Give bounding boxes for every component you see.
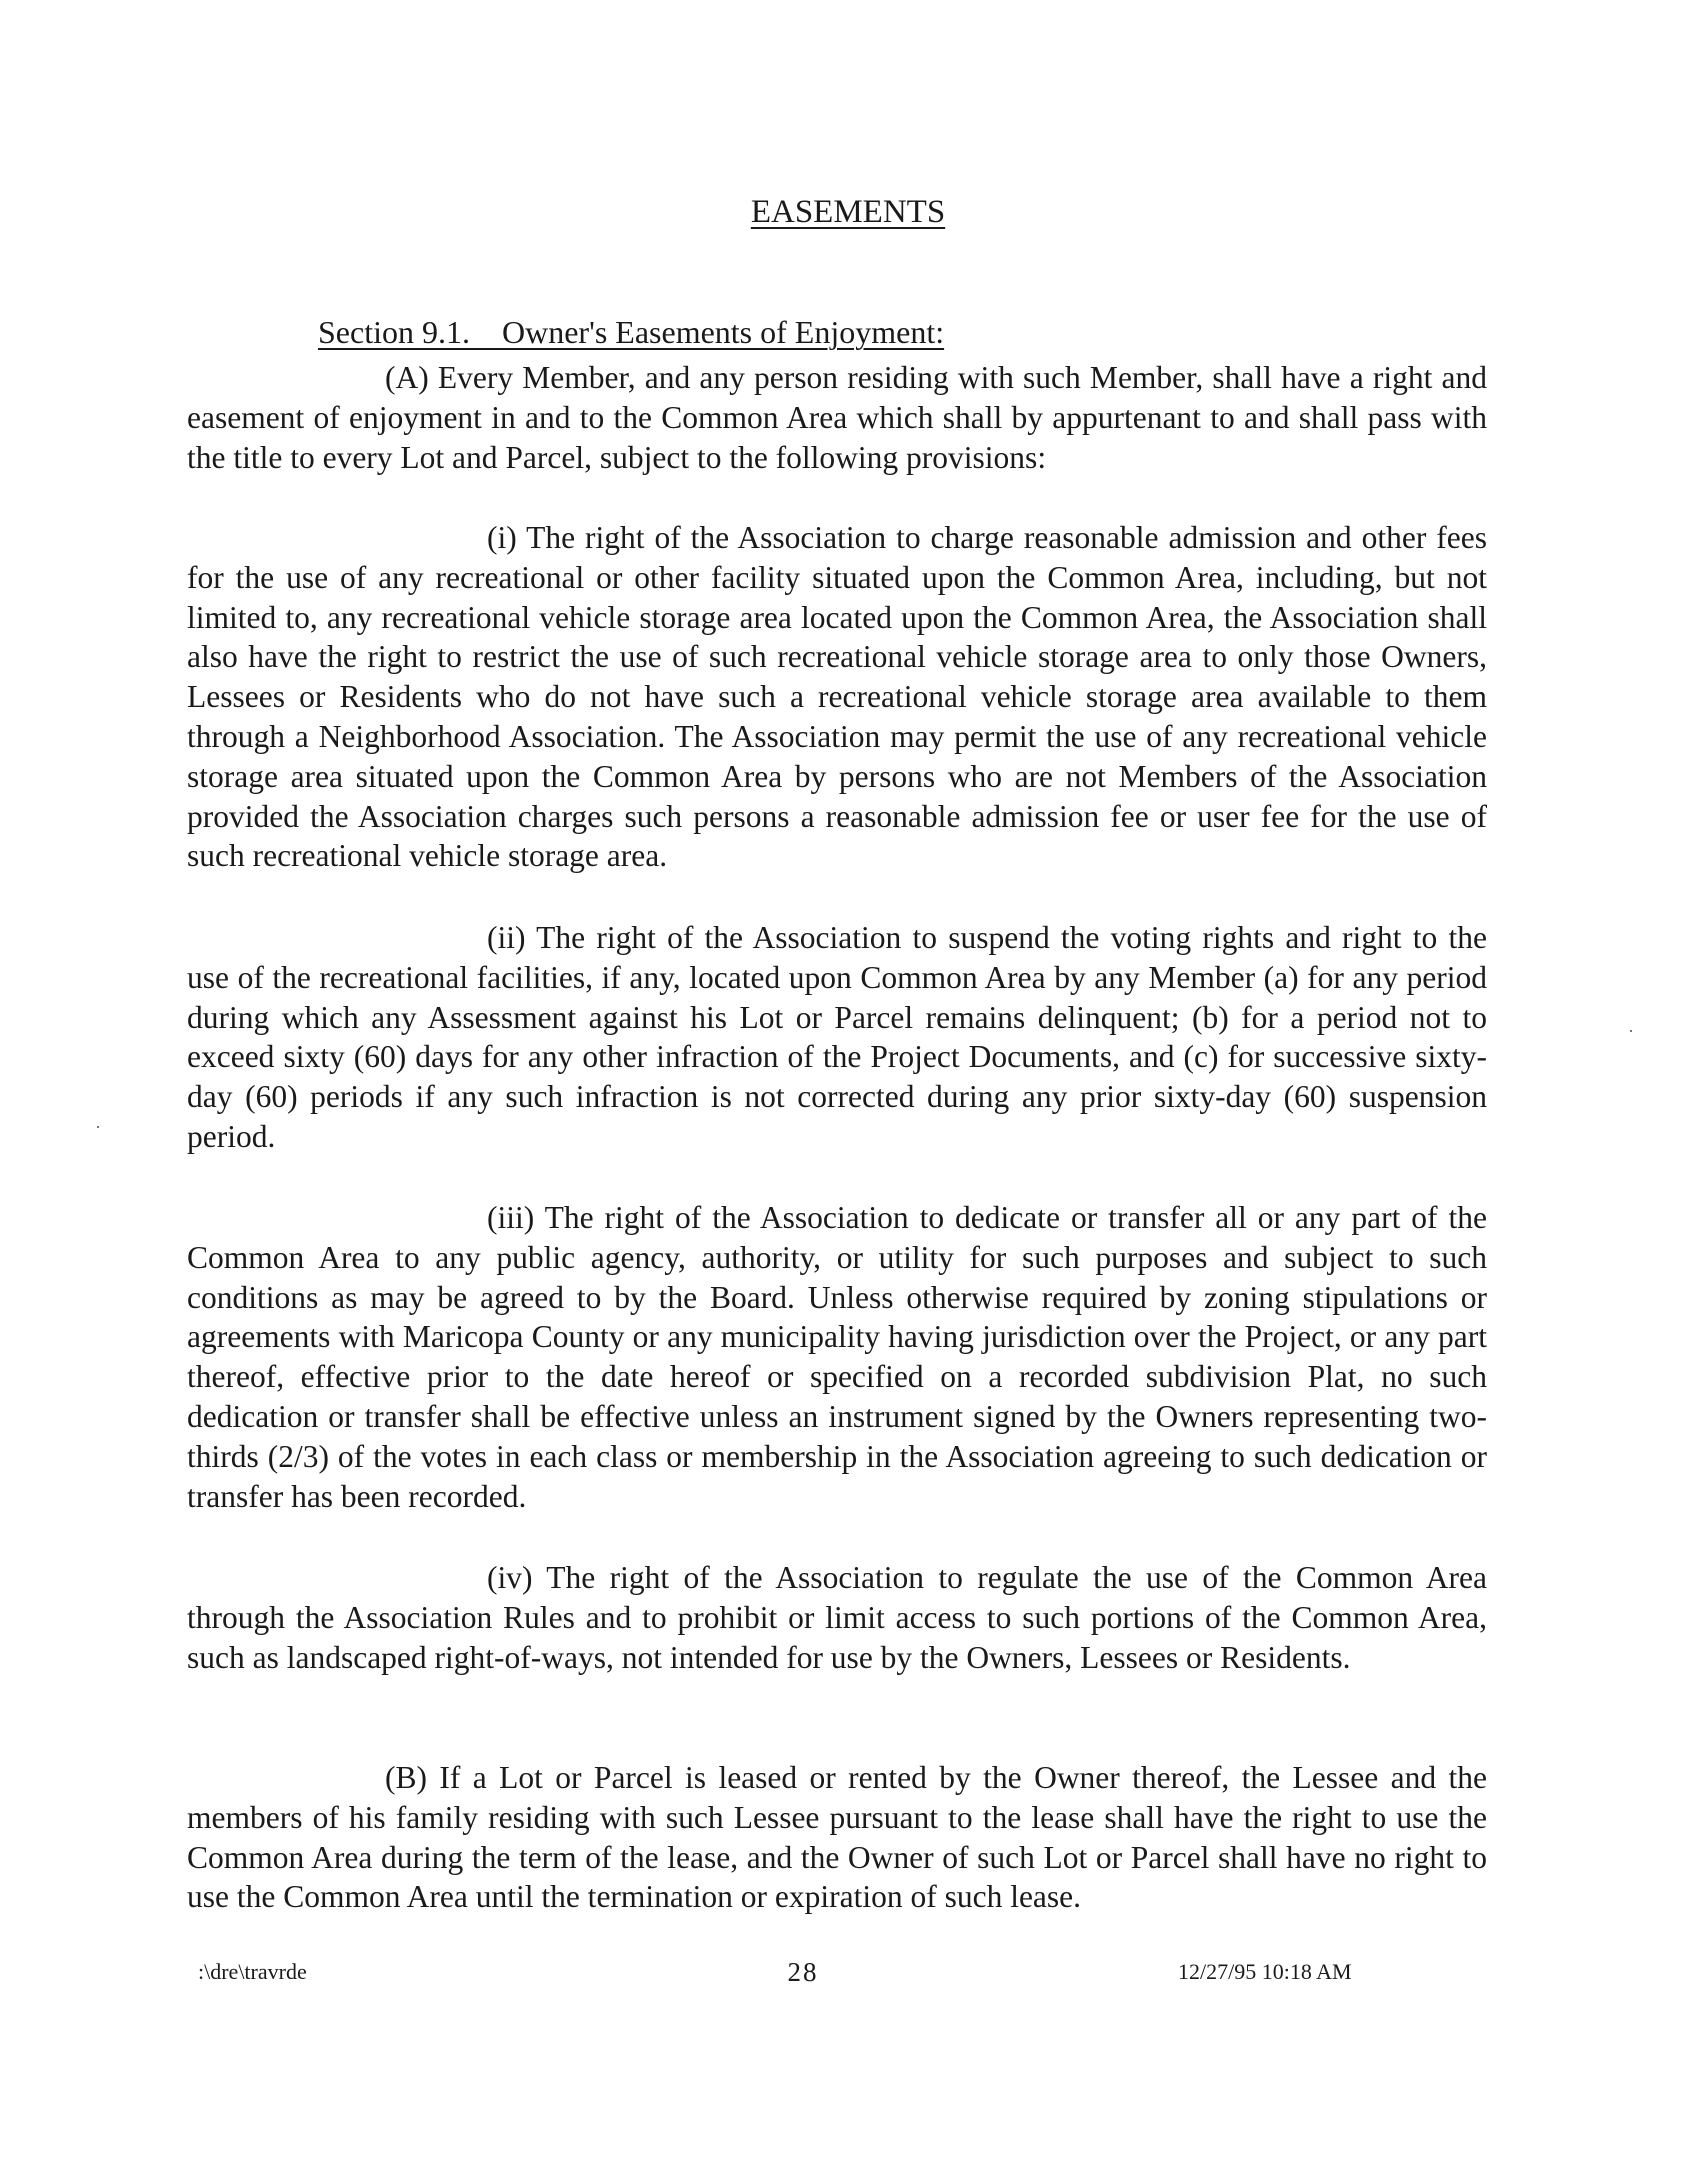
footer-timestamp: 12/27/95 10:18 AM [1178,1959,1352,1984]
heading-text: EASEMENTS [750,194,946,230]
footer-path: :\dre\travrde [198,1959,307,1984]
paragraph-b: (B) If a Lot or Parcel is leased or rented by the Owner thereof, the Lessee and the members of his family residing with such Lessee pursuant to the lease shall have the right to use the Common Area during the term of the lease, and the Owner of such Lot or Parcel shall have no right to use the Common Area until the termination or expiration of such lease. [187,1760,1487,1915]
paragraph-iv: (iv) The right of the Association to regulate the use of the Common Area through the Association Rules and to prohibit or limit access to such portions of the Common Area, such as landscaped right-of-ways, not intended for use by the Owners, Lessees or Residents. [187,1560,1487,1675]
scan-speck [97,1126,99,1128]
paragraph-iii: (iii) The right of the Association to dedicate or transfer all or any part of the Common Area to any public agency, authority, or utility for such purposes and subject to such conditions as may be agreed to by the Board. Unless otherwise required by zoning stipulations or agreements with Maricopa County or any municipality having jurisdiction over the Project, or any part thereof, effective prior to the date hereof or specified on a recorded subdivision Plat, no such dedication or transfer shall be effective unless an instrument signed by the Owners representing two-thirds (2/3) of the votes in each class or membership in the Association agreeing to such dedication or transfer has been recorded. [187,1200,1487,1514]
paragraph-ii: (ii) The right of the Association to suspend the voting rights and right to the use of the recreational facilities, if any, located upon Common Area by any Member (a) for any period during which any Assessment against his Lot or Parcel remains delinquent; (b) for a period not to exceed sixty (60) days for any other infraction of the Project Documents, and (c) for successive sixty-day (60) periods if any such infraction is not corrected during any prior sixty-day (60) suspension period. [187,920,1487,1154]
paragraph-a: (A) Every Member, and any person residing with such Member, shall have a right and easement of enjoyment in and to the Common Area which shall by appurtenant to and shall pass with the title to every Lot and Parcel, subject to the following provisions: [187,360,1487,475]
section-title-text: Section 9.1. Owner's Easements of Enjoyment: [318,314,945,350]
paragraph-i: (i) The right of the Association to charge reasonable admission and other fees for the use of any recreational or other facility situated upon the Common Area, including, but not limited to, any recreational vehicle storage area located upon the Common Area, the Association shall also have the right to restrict the use of such recreational vehicle storage area to only those Owners, Lessees or Residents who do not have such a recreational vehicle storage area available to them through a Neighborhood Association. The Association may permit the use of any recreational vehicle storage area situated upon the Common Area by persons who are not Members of the Association provided the Association charges such persons a reasonable admission fee or user fee for the use of such recreational vehicle storage area. [187,520,1487,874]
footer-page-number: 28 [787,1957,819,1987]
scan-speck [1630,1030,1632,1032]
page-heading [0,192,1696,232]
